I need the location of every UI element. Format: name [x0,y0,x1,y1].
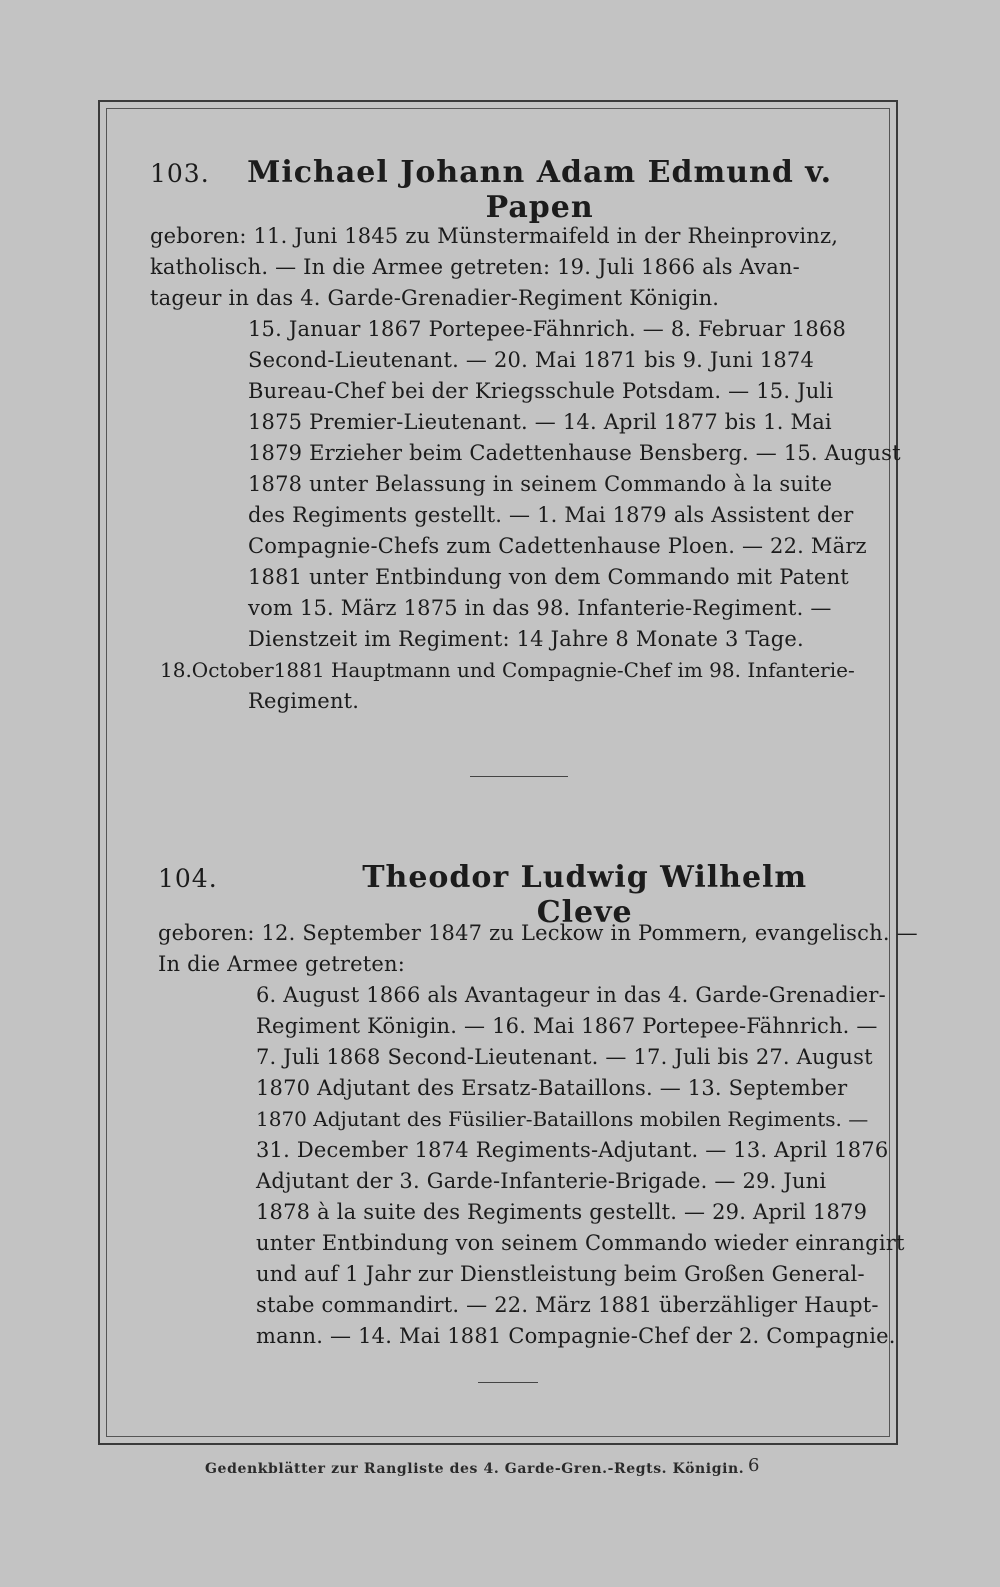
entry-103-line: Regiment. [248,689,360,713]
entry-103-line: geboren: 11. Juni 1845 zu Münstermaifeld in der Rheinprovinz, [150,224,839,248]
entry-104-body [158,918,918,1352]
end-divider [478,1382,538,1383]
entry-104-line: stabe commandirt. — 22. März 1881 überzähliger Haupt- [256,1293,879,1317]
entry-103-line: vom 15. März 1875 in das 98. Infanterie-Regiment. — [248,596,832,620]
entry-104-header [158,860,858,930]
entry-103-line: Compagnie-Chefs zum Cadettenhause Ploen. — 22. März [248,534,867,558]
entry-103-line: 18.October1881 Hauptmann und Compagnie-Chef im 98. Infanterie- [160,658,855,682]
entry-103-line: tageur in das 4. Garde-Grenadier-Regiment Königin. [150,286,720,310]
entry-103-line: katholisch. — In die Armee getreten: 19. Juli 1866 als Avan- [150,255,800,279]
entry-103-line: 1878 unter Belassung in seinem Commando à la suite [248,472,833,496]
entry-103-line: Dienstzeit im Regiment: 14 Jahre 8 Monate 3 Tage. [248,627,804,651]
entry-104-line: Adjutant der 3. Garde-Infanterie-Brigade. — 29. Juni [256,1169,827,1193]
entry-104-name: Theodor Ludwig Wilhelm Cleve [362,860,808,930]
entry-103-line: 1881 unter Entbindung von dem Commando mit Patent [248,565,849,589]
entry-104 [158,860,918,1352]
entry-104-line: 1870 Adjutant des Ersatz-Bataillons. — 13. September [256,1076,848,1100]
page-number: 6 [748,1455,760,1476]
entry-104-line: 1870 Adjutant des Füsilier-Bataillons mobilen Regiments. — [256,1107,869,1131]
entry-103 [150,155,901,717]
entry-103-header [150,155,850,225]
entry-103-number: 103. [150,159,210,188]
entry-103-line: 15. Januar 1867 Portepee-Fähnrich. — 8. Februar 1868 [248,317,847,341]
entry-104-line: 31. December 1874 Regiments-Adjutant. — 13. April 1876 [256,1138,889,1162]
entry-103-line: 1875 Premier-Lieutenant. — 14. April 1877 bis 1. Mai [248,410,832,434]
entry-104-line: mann. — 14. Mai 1881 Compagnie-Chef der 2. Compagnie. [256,1324,896,1348]
entry-104-line: 7. Juli 1868 Second-Lieutenant. — 17. Juli bis 27. August [256,1045,873,1069]
entry-103-line: 1879 Erzieher beim Cadettenhause Bensberg. — 15. August [248,441,901,465]
section-divider [470,776,568,777]
entry-103-body [150,221,901,717]
entry-104-number: 104. [158,864,218,893]
entry-104-line: geboren: 12. September 1847 zu Leckow in Pommern, evangelisch. — [158,921,918,945]
entry-103-line: des Regiments gestellt. — 1. Mai 1879 als Assistent der [248,503,854,527]
entry-104-line: Regiment Königin. — 16. Mai 1867 Portepee-Fähnrich. — [256,1014,878,1038]
entry-104-line: und auf 1 Jahr zur Dienstleistung beim Großen General- [256,1262,865,1286]
entry-104-line: 1878 à la suite des Regiments gestellt. — 29. April 1879 [256,1200,868,1224]
entry-103-line: Bureau-Chef bei der Kriegsschule Potsdam. — 15. Juli [248,379,834,403]
entry-103-line: Second-Lieutenant. — 20. Mai 1871 bis 9. Juni 1874 [248,348,815,372]
entry-104-line: In die Armee getreten: [158,952,406,976]
footer-title: Gedenkblätter zur Rangliste des 4. Garde-Gren.-Regts. Königin. [205,1461,745,1477]
entry-104-line: 6. August 1866 als Avantageur in das 4. Garde-Grenadier- [256,983,886,1007]
entry-104-line: unter Entbindung von seinem Commando wieder einrangirt [256,1231,905,1255]
entry-103-name: Michael Johann Adam Edmund v. Papen [247,155,833,225]
